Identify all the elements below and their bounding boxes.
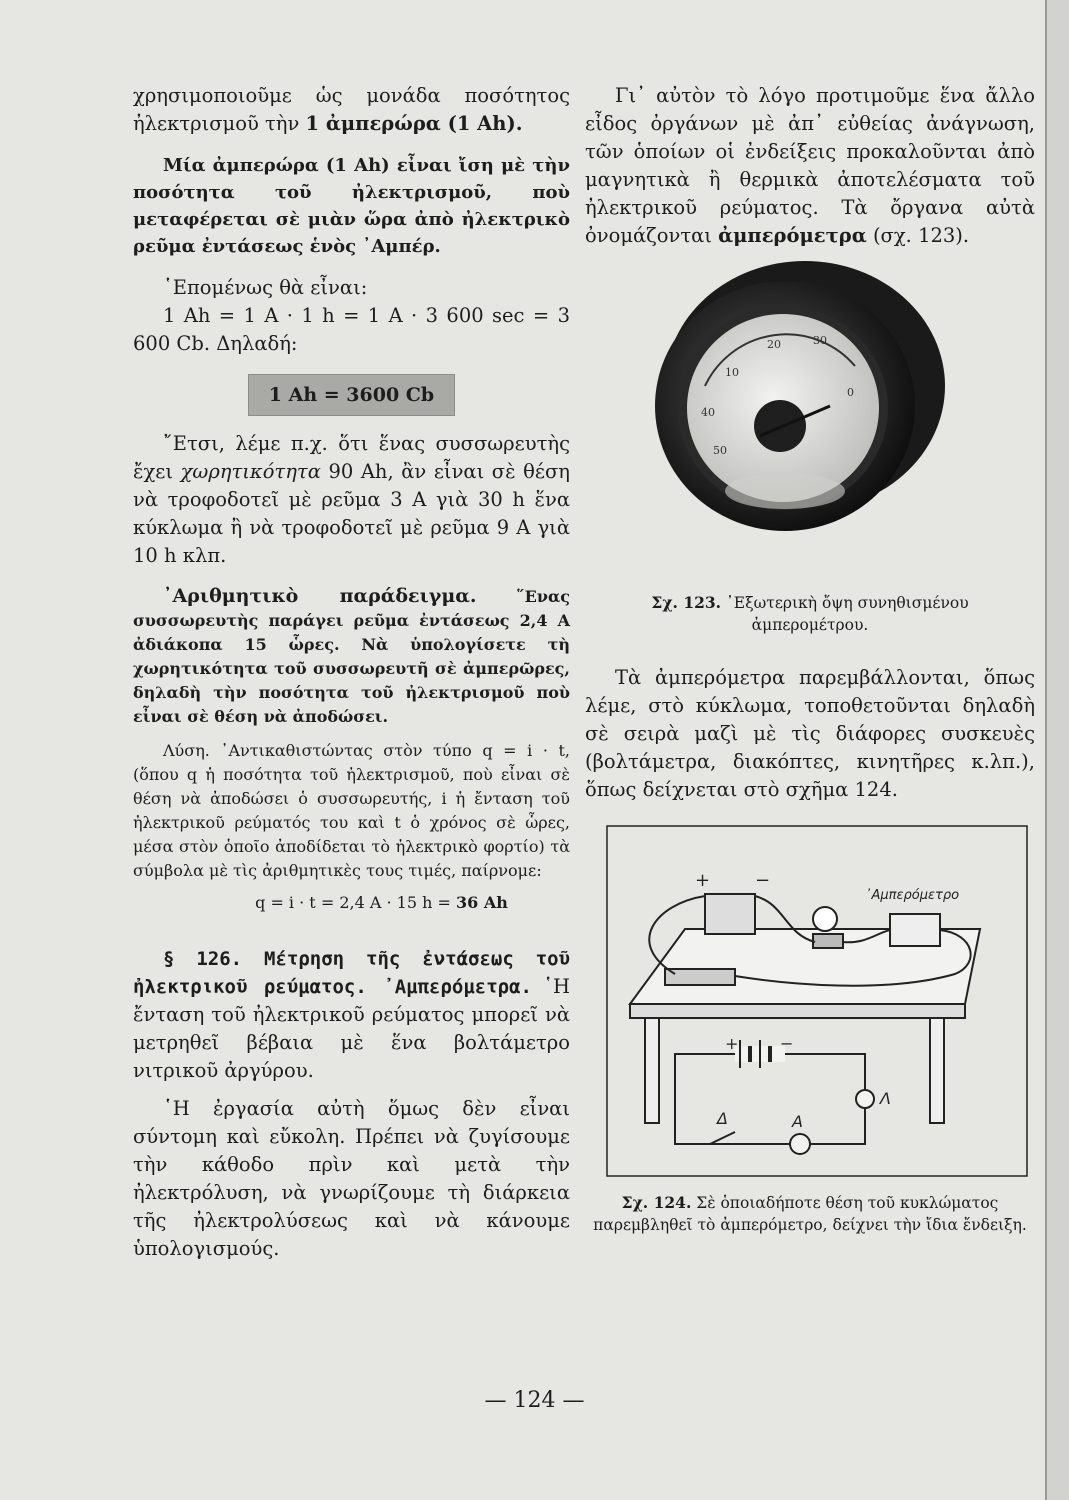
fig124-caption [585, 1192, 1035, 1236]
fig123-caption [585, 592, 1035, 636]
capacity-paragraph [133, 430, 570, 570]
last-paragraph: ῾Η ἐργασία αὐτὴ ὅμως δὲν εἶναι σύντομη καὶ εὔκολη. Πρέπει νὰ ζυγίσουμε τὴν κάθοδο πρὶν καὶ μετὰ τὴν ἠλεκτρόλυση, νὰ γνωρίζουμε τὴ διάρκεια τῆς ἠλεκτρολύσεως καὶ νὰ κάνουμε ὑπολογισμούς. [133, 1097, 570, 1260]
dial-tick-1: 20 [767, 338, 781, 351]
capacity-text-2: 90 Ah, ἂν εἶναι σὲ θέση νὰ τροφοδοτεῖ μὲ ρεῦμα 3 A γιὰ 30 h ἕνα κύκλωμα ἢ νὰ τροφοδοτεῖ μὲ ρεῦμα 9 A γιὰ 10 h κλπ. [133, 460, 570, 567]
example-label: ᾿Αριθμητικὸ παράδειγμα. [163, 585, 477, 607]
lamp-bulb [813, 907, 837, 931]
intro-right-post: (σχ. 123). [866, 224, 970, 247]
intro-text: χρησιμοποιοῦμε ὡς μονάδα ποσότητος ἠλεκτρισμοῦ τὴν [133, 84, 570, 135]
example-paragraph [133, 584, 570, 729]
table-leg-right [930, 1018, 944, 1123]
definition-paragraph: Μία ἀμπερώρα (1 Ah) εἶναι ἴση μὲ τὴν ποσότητα τοῦ ἠλεκτρισμοῦ, ποὺ μεταφέρεται σὲ μιὰν ὥρα ἀπὸ ἠλεκτρικὸ ρεῦμα ἐντάσεως ἑνὸς ᾿Αμπέρ. [133, 155, 570, 257]
capacity-italic: χωρητικότητα [180, 460, 321, 483]
section-heading: § 126. Μέτρηση τῆς ἐντάσεως τοῦ ἠλεκτρικοῦ ρεύματος. ᾿Αμπερόμετρα. [133, 948, 570, 998]
right-column [585, 82, 1035, 1236]
therefore-line: ῾Επομένως θὰ εἶναι: [163, 276, 368, 299]
fig123-text: ᾿Εξωτερικὴ ὄψη συνηθισμένου ἀμπερομέτρου. [721, 594, 969, 634]
schematic-ammeter-label: A [792, 1112, 803, 1131]
lamp-base [813, 934, 843, 948]
equation-line: 1 Ah = 1 A · 1 h = 1 A · 3 600 sec = 3 600 Cb. Δηλαδή: [133, 304, 570, 355]
capacity-text-1: ῎Ετσι, λέμε π.χ. ὅτι ἕνας συσσωρευτὴς ἔχει [133, 432, 570, 483]
battery-plus-label: + [695, 870, 711, 891]
ammeter-box [890, 914, 940, 946]
ammeter-photo [585, 256, 1035, 576]
intro-paragraph [133, 82, 570, 138]
table-edge [630, 1004, 965, 1018]
dial-tick-5: 0 [847, 386, 854, 399]
solution-text: ᾿Αντικαθιστώντας στὸν τύπο q = i · t, (ὅπου q ἡ ποσότητα τοῦ ἠλεκτρισμοῦ, ποὺ εἶναι σὲ θέση νὰ ἀποδώσει ὁ συσσωρευτής, i ἡ ἔνταση τοῦ ἠλεκτρικοῦ ρεύματός του καὶ t ὁ χρόνος σὲ ὧρες, μέσα στὸν ὁποῖο ἀποδίδεται τὸ ἠλεκτρικὸ φορτίο) τὰ σύμβολα μὲ τὶς ἀριθμητικὲς τους τιμές, παίρνομε: [133, 741, 570, 880]
fig124-text: Σὲ ὁποιαδήποτε θέση τοῦ κυκλώματος παρεμβληθεῖ τὸ ἀμπερόμετρο, δείχνει τὴν ἴδια ἔνδειξη. [593, 1194, 1027, 1234]
result-text: q = i · t = 2,4 A · 15 h = [255, 893, 456, 912]
schematic-switch-label: Δ [717, 1109, 728, 1128]
boxed-equation: 1 Ah = 3600 Cb [248, 374, 455, 416]
left-column [133, 82, 570, 1263]
solution-paragraph [133, 739, 570, 883]
fig123-label: Σχ. 123. [651, 593, 722, 612]
ammeter-reflection [725, 473, 845, 509]
schematic-minus: − [780, 1034, 794, 1053]
solution-label: Λύση. [163, 741, 210, 760]
schematic-plus: + [725, 1034, 739, 1053]
result-equation [193, 891, 570, 915]
insert-paragraph: Τὰ ἀμπερόμετρα παρεμβάλλονται, ὅπως λέμε, στὸ κύκλωμα, τοποθετοῦνται δηλαδὴ σὲ σειρὰ μαζὶ μὲ τὶς διάφορες συσκευὲς (βολτάμετρα, διακόπτες, κινητῆρες κ.λπ.), ὅπως δείχνεται στὸ σχῆμα 124. [585, 666, 1035, 801]
schematic-lamp [856, 1090, 874, 1108]
schematic-lamp-label: Λ [880, 1089, 891, 1108]
table-leg-left [645, 1018, 659, 1123]
battery-box [705, 894, 755, 934]
intro-right-text: Γι᾿ αὐτὸν τὸ λόγο προτιμοῦμε ἕνα ἄλλο εἶδος ὀργάνων μὲ ἀπ᾿ εὐθείας ἀνάγνωση, τῶν ὁποίων οἱ ἐνδείξεις προκαλοῦνται ἀπὸ μαγνητικὰ ἢ θερμικὰ ἀποτελέσματα τοῦ ἠλεκτρικοῦ ρεύματος. Τὰ ὄργανα αὐτὰ ὀνομάζονται [585, 84, 1035, 247]
dial-tick-4: 50 [713, 444, 727, 457]
page-number: — 124 — [484, 1388, 585, 1413]
section-paragraph [133, 945, 570, 1085]
circuit-figure [585, 824, 1035, 1180]
fig124-label: Σχ. 124. [621, 1193, 692, 1212]
intro-right-bold: ἀμπερόμετρα [718, 224, 867, 247]
schematic-ammeter [790, 1134, 810, 1154]
ammeter-label: ᾿Αμπερόμετρο [865, 888, 960, 903]
example-block [133, 584, 570, 915]
dial-tick-3: 40 [701, 406, 715, 419]
intro-right-paragraph [585, 82, 1035, 250]
example-text: ῞Ενας συσσωρευτὴς παράγει ρεῦμα ἐντάσεως 2,4 A ἀδιάκοπα 15 ὧρες. Νὰ ὑπολογίσετε τὴ χωρητικότητα τοῦ συσσωρευτῆ σὲ ἀμπερῶρες, δηλαδὴ τὴν ποσότητα τοῦ ἠλεκτρισμοῦ ποὺ εἶναι σὲ θέση νὰ ἀποδώσει. [133, 587, 570, 726]
dial-tick-0: 10 [725, 366, 739, 379]
result-bold: 36 Ah [455, 893, 508, 912]
dial-tick-2: 30 [813, 334, 827, 347]
schematic-loop [675, 1054, 865, 1144]
switch-base [665, 969, 735, 985]
page-edge [1045, 0, 1069, 1500]
schematic-switch [710, 1132, 735, 1144]
battery-minus-label: − [755, 870, 771, 891]
intro-bold: 1 ἀμπερώρα (1 Ah). [305, 112, 523, 135]
boxed-equation-wrap [133, 374, 570, 416]
section-text: ῾Η ἔνταση τοῦ ἠλεκτρικοῦ ρεύματος μπορεῖ νὰ μετρηθεῖ βέβαια μὲ ἕνα βολτάμετρο νιτρικοῦ ἀργύρου. [133, 975, 570, 1082]
